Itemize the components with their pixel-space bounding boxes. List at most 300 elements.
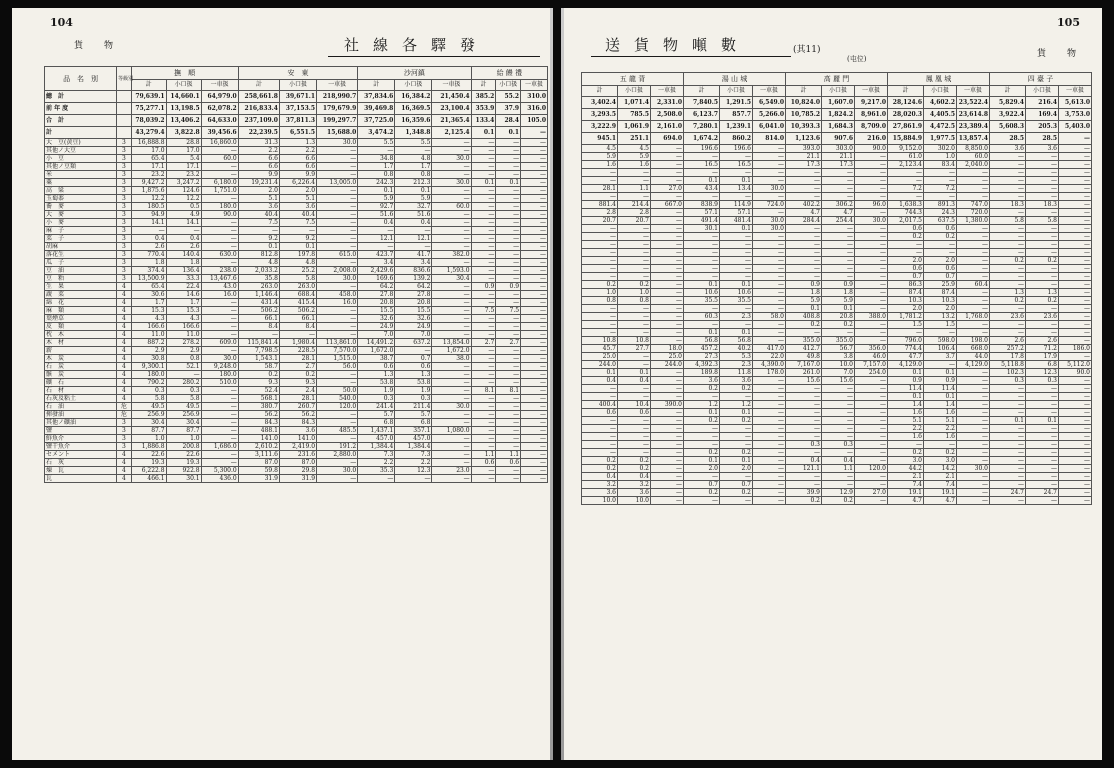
table-cell: 1.1: [618, 185, 651, 193]
table-cell: —: [432, 475, 471, 483]
table-cell: 1,686.0: [201, 443, 238, 451]
table-cell: 0.1: [720, 409, 753, 417]
table-cell: —: [432, 187, 471, 195]
table-cell: 2,123.4: [888, 161, 924, 169]
table-cell: 28.5: [990, 133, 1026, 145]
table-cell: 17.9: [1026, 353, 1059, 361]
row-class: 3: [117, 243, 131, 251]
table-cell: 0.2: [1026, 297, 1059, 305]
table-cell: —: [521, 299, 548, 307]
table-cell: 7,167.0: [786, 361, 822, 369]
table-cell: —: [521, 403, 548, 411]
table-cell: 87.0: [279, 459, 316, 467]
table-cell: 87.0: [238, 459, 279, 467]
table-cell: 0.2: [238, 371, 279, 379]
table-cell: —: [395, 475, 432, 483]
table-cell: 1,146.4: [238, 291, 279, 299]
table-cell: 216.0: [855, 133, 888, 145]
table-cell: 10.6: [720, 289, 753, 297]
table-cell: —: [957, 425, 990, 433]
table-cell: 2.2: [395, 459, 432, 467]
table-cell: —: [432, 435, 471, 443]
table-cell: 1,384.4: [358, 443, 395, 451]
table-cell: 4.5: [582, 145, 618, 153]
table-row: [582, 273, 1092, 281]
table-cell: 139.2: [395, 275, 432, 283]
table-cell: 22.6: [131, 451, 166, 459]
table-cell: —: [317, 475, 358, 483]
sub-column-header: 小口扱: [279, 80, 316, 91]
table-cell: —: [521, 459, 548, 467]
table-cell: —: [471, 355, 496, 363]
table-cell: 30.0: [317, 139, 358, 147]
table-cell: 0.2: [786, 497, 822, 505]
table-cell: 16,888.8: [131, 139, 166, 147]
right-section-label: 貨 物: [1036, 49, 1082, 59]
table-row: [582, 329, 1092, 337]
class-column-header: 等級別: [117, 67, 131, 91]
row-class: 3: [117, 139, 131, 147]
row-class: [117, 115, 131, 127]
table-cell: —: [1026, 193, 1059, 201]
row-class: 4: [117, 387, 131, 395]
table-cell: 2.0: [888, 257, 924, 265]
table-cell: —: [990, 433, 1026, 441]
table-cell: —: [166, 371, 201, 379]
table-cell: 35.8: [238, 275, 279, 283]
table-cell: 3.2: [618, 481, 651, 489]
table-cell: —: [855, 497, 888, 505]
table-cell: 310.0: [521, 91, 548, 103]
table-cell: 0.9: [924, 377, 957, 385]
table-cell: 2.9: [166, 347, 201, 355]
table-cell: 2.0: [888, 305, 924, 313]
table-cell: 355.0: [786, 337, 822, 345]
table-cell: 23,389.4: [957, 121, 990, 133]
table-cell: —: [618, 425, 651, 433]
table-cell: 256.9: [166, 411, 201, 419]
table-cell: 25.2: [279, 267, 316, 275]
table-cell: 61.0: [888, 153, 924, 161]
table-row: [45, 243, 548, 251]
table-cell: —: [651, 177, 684, 185]
left-freight-table: [44, 66, 548, 483]
table-cell: 5,613.0: [1059, 97, 1092, 109]
table-cell: —: [1059, 185, 1092, 193]
table-cell: 32.6: [358, 315, 395, 323]
table-cell: —: [521, 443, 548, 451]
table-cell: 2.2: [279, 147, 316, 155]
table-cell: —: [1026, 425, 1059, 433]
table-row: [45, 371, 548, 379]
table-cell: 1.6: [924, 409, 957, 417]
table-cell: —: [201, 419, 238, 427]
row-label: 菜 子: [45, 235, 117, 243]
table-cell: 0.1: [496, 179, 521, 187]
table-cell: 2,161.0: [651, 121, 684, 133]
table-cell: 105.0: [521, 115, 548, 127]
table-cell: —: [855, 265, 888, 273]
table-cell: 0.8: [582, 297, 618, 305]
table-cell: 7.2: [888, 185, 924, 193]
table-cell: —: [1026, 161, 1059, 169]
table-cell: —: [395, 347, 432, 355]
table-row: [45, 275, 548, 283]
table-cell: 0.9: [496, 283, 521, 291]
row-label: 胡麻: [45, 243, 117, 251]
table-cell: —: [957, 257, 990, 265]
table-cell: 261.0: [786, 369, 822, 377]
table-cell: 5.8: [166, 395, 201, 403]
table-cell: 0.1: [720, 457, 753, 465]
table-cell: —: [753, 249, 786, 257]
table-cell: —: [822, 249, 855, 257]
row-class: 4: [117, 283, 131, 291]
table-cell: 11.4: [888, 385, 924, 393]
table-cell: —: [618, 305, 651, 313]
table-cell: 60.0: [957, 153, 990, 161]
table-cell: —: [1026, 225, 1059, 233]
table-cell: 8.4: [279, 323, 316, 331]
table-cell: —: [855, 473, 888, 481]
table-row: [582, 457, 1092, 465]
table-cell: —: [618, 353, 651, 361]
table-cell: 1.9: [395, 387, 432, 395]
table-cell: —: [1059, 233, 1092, 241]
table-cell: 7.5: [238, 219, 279, 227]
table-row: [45, 299, 548, 307]
table-row: [582, 281, 1092, 289]
row-class: 3: [117, 211, 131, 219]
table-cell: 244.0: [582, 361, 618, 369]
table-cell: 197.8: [279, 251, 316, 259]
sub-column-header: 一車扱: [1059, 86, 1092, 97]
table-cell: 7.2: [924, 185, 957, 193]
table-cell: 5,829.4: [990, 97, 1026, 109]
table-cell: 20.7: [618, 217, 651, 225]
table-cell: —: [521, 451, 548, 459]
table-cell: 694.0: [651, 133, 684, 145]
table-cell: —: [684, 441, 720, 449]
page-gutter-edge: [550, 8, 553, 760]
table-cell: —: [1059, 201, 1092, 209]
table-cell: —: [1059, 401, 1092, 409]
table-cell: 2.2: [238, 147, 279, 155]
table-cell: 14.1: [166, 219, 201, 227]
table-cell: —: [471, 155, 496, 163]
row-label: 木 材: [45, 339, 117, 347]
table-cell: 3.6: [990, 145, 1026, 153]
row-class: 3: [117, 227, 131, 235]
table-cell: 887.2: [131, 339, 166, 347]
table-cell: 114.9: [720, 201, 753, 209]
table-cell: —: [1026, 209, 1059, 217]
table-cell: —: [990, 497, 1026, 505]
table-cell: 15,688.0: [317, 127, 358, 139]
table-cell: 6,123.7: [684, 109, 720, 121]
table-cell: 0.2: [924, 233, 957, 241]
table-row: [582, 377, 1092, 385]
table-cell: 21,365.4: [432, 115, 471, 127]
table-cell: —: [618, 233, 651, 241]
table-cell: 1.7: [395, 163, 432, 171]
table-cell: —: [957, 169, 990, 177]
table-cell: —: [1059, 161, 1092, 169]
table-cell: 12.1: [358, 235, 395, 243]
table-cell: —: [521, 395, 548, 403]
table-cell: —: [924, 177, 957, 185]
table-cell: —: [471, 435, 496, 443]
table-cell: —: [855, 401, 888, 409]
table-cell: —: [924, 361, 957, 369]
table-cell: 4.7: [888, 497, 924, 505]
table-cell: 56.8: [720, 337, 753, 345]
table-cell: 84.3: [238, 419, 279, 427]
table-cell: 79,639.1: [131, 91, 166, 103]
table-cell: —: [521, 379, 548, 387]
table-cell: —: [990, 209, 1026, 217]
row-class: 4: [117, 347, 131, 355]
row-class: [117, 103, 131, 115]
table-row: [582, 297, 1092, 305]
station-header: 四 臺 子: [990, 73, 1092, 86]
station-header: 沙河鎮: [358, 67, 471, 80]
table-cell: 2.1: [924, 473, 957, 481]
table-cell: —: [753, 305, 786, 313]
table-cell: 38.7: [358, 355, 395, 363]
table-cell: 196.6: [720, 145, 753, 153]
table-cell: —: [957, 329, 990, 337]
table-cell: 306.2: [822, 201, 855, 209]
table-cell: 58.0: [753, 313, 786, 321]
table-cell: 16,369.5: [395, 103, 432, 115]
row-class: 3: [117, 219, 131, 227]
table-row: [582, 497, 1092, 505]
table-cell: 0.2: [720, 385, 753, 393]
table-cell: 2.0: [684, 465, 720, 473]
table-cell: —: [521, 411, 548, 419]
table-cell: —: [957, 177, 990, 185]
table-cell: 2.2: [888, 425, 924, 433]
table-cell: 30.8: [131, 355, 166, 363]
row-label: 玉蜀黍: [45, 195, 117, 203]
table-cell: 491.4: [684, 217, 720, 225]
table-cell: —: [471, 291, 496, 299]
table-cell: —: [651, 449, 684, 457]
row-label: 總 計: [45, 91, 117, 103]
table-cell: 10.0: [618, 497, 651, 505]
table-cell: —: [1026, 305, 1059, 313]
sub-column-header: 計: [888, 86, 924, 97]
table-cell: 2,331.0: [651, 97, 684, 109]
table-row: [582, 241, 1092, 249]
table-cell: —: [957, 393, 990, 401]
table-cell: 4.5: [618, 145, 651, 153]
table-cell: 388.0: [855, 313, 888, 321]
table-row: [45, 347, 548, 355]
table-cell: 28.1: [582, 185, 618, 193]
table-cell: 52.1: [166, 363, 201, 371]
table-cell: —: [201, 243, 238, 251]
table-cell: 17.0: [166, 147, 201, 155]
table-cell: —: [201, 323, 238, 331]
row-class: 危: [117, 411, 131, 419]
table-cell: —: [1026, 449, 1059, 457]
table-cell: 6.8: [358, 419, 395, 427]
sub-column-header: 小口扱: [395, 80, 432, 91]
table-cell: 3,247.2: [166, 179, 201, 187]
table-cell: 251.1: [618, 133, 651, 145]
table-cell: —: [822, 329, 855, 337]
table-cell: 2.8: [618, 209, 651, 217]
table-cell: 0.4: [618, 473, 651, 481]
table-cell: 216.4: [1026, 97, 1059, 109]
table-cell: 30.4: [166, 419, 201, 427]
table-cell: 1.3: [990, 289, 1026, 297]
row-label: 其他ノ豆類: [45, 163, 117, 171]
row-label: 枕 木: [45, 331, 117, 339]
table-cell: 62,078.2: [201, 103, 238, 115]
table-cell: —: [201, 427, 238, 435]
table-cell: 28.1: [279, 395, 316, 403]
table-cell: —: [582, 169, 618, 177]
table-cell: —: [317, 259, 358, 267]
table-cell: 13,854.0: [432, 339, 471, 347]
table-cell: —: [201, 315, 238, 323]
table-cell: 66.1: [238, 315, 279, 323]
table-cell: 10.0: [582, 497, 618, 505]
table-cell: 1,348.8: [395, 127, 432, 139]
table-cell: 133.4: [471, 115, 496, 127]
table-cell: 78,039.2: [131, 115, 166, 127]
table-row: [45, 315, 548, 323]
table-cell: —: [684, 273, 720, 281]
table-cell: 0.2: [582, 465, 618, 473]
table-cell: —: [521, 267, 548, 275]
table-cell: 4,390.0: [753, 361, 786, 369]
table-cell: 31.9: [238, 475, 279, 483]
table-row: [45, 259, 548, 267]
table-cell: 17.1: [166, 163, 201, 171]
table-cell: 1,543.1: [238, 355, 279, 363]
table-cell: —: [957, 377, 990, 385]
table-cell: 32.7: [395, 203, 432, 211]
table-cell: 65.4: [131, 283, 166, 291]
table-cell: 1.6: [618, 161, 651, 169]
table-row: [45, 187, 548, 195]
table-cell: 25.9: [924, 281, 957, 289]
table-cell: 774.4: [888, 345, 924, 353]
page-gutter-edge: [561, 8, 564, 760]
table-cell: 212.3: [395, 179, 432, 187]
row-label: 豆 粕: [45, 275, 117, 283]
table-cell: 27.3: [684, 353, 720, 361]
table-cell: 4.8: [238, 259, 279, 267]
table-cell: —: [1059, 441, 1092, 449]
table-cell: —: [395, 227, 432, 235]
table-row: [582, 121, 1092, 133]
table-row: [45, 411, 548, 419]
table-row: [45, 171, 548, 179]
table-row: [582, 433, 1092, 441]
table-cell: —: [822, 401, 855, 409]
table-cell: 211.4: [395, 403, 432, 411]
table-cell: 23.2: [131, 171, 166, 179]
table-cell: 2.3: [720, 361, 753, 369]
table-cell: 35.5: [684, 297, 720, 305]
row-class: 4: [117, 467, 131, 475]
table-cell: 30.0: [432, 179, 471, 187]
table-row: [45, 251, 548, 259]
table-cell: 254.4: [822, 217, 855, 225]
table-cell: 0.1: [684, 329, 720, 337]
table-cell: —: [990, 425, 1026, 433]
row-class: 4: [117, 331, 131, 339]
table-cell: —: [317, 171, 358, 179]
table-cell: —: [990, 273, 1026, 281]
row-label: 木 炭: [45, 355, 117, 363]
row-label: 瓜 子: [45, 259, 117, 267]
table-cell: 30.0: [432, 403, 471, 411]
table-cell: 43.4: [684, 185, 720, 193]
row-label: 蕎 麥: [45, 203, 117, 211]
table-cell: —: [471, 403, 496, 411]
table-cell: 21,450.4: [432, 91, 471, 103]
table-cell: 169.6: [358, 275, 395, 283]
table-cell: 3,922.4: [990, 109, 1026, 121]
table-cell: 11.0: [131, 331, 166, 339]
table-cell: —: [582, 193, 618, 201]
table-cell: 790.2: [131, 379, 166, 387]
table-cell: 30.0: [317, 467, 358, 475]
table-cell: —: [990, 329, 1026, 337]
table-cell: —: [786, 473, 822, 481]
table-cell: 0.9: [786, 281, 822, 289]
table-cell: 87.7: [131, 427, 166, 435]
table-cell: —: [753, 433, 786, 441]
table-cell: 228.5: [279, 347, 316, 355]
table-cell: —: [618, 177, 651, 185]
item-column-header: 品 名 別: [45, 67, 117, 91]
table-cell: 30.1: [684, 225, 720, 233]
table-cell: —: [618, 361, 651, 369]
table-cell: —: [1059, 353, 1092, 361]
table-cell: 83.4: [924, 161, 957, 169]
table-cell: 0.1: [279, 243, 316, 251]
table-cell: —: [471, 235, 496, 243]
table-cell: 9,300.1: [131, 363, 166, 371]
table-cell: —: [957, 241, 990, 249]
table-cell: 258,661.8: [238, 91, 279, 103]
table-cell: 3,822.8: [166, 127, 201, 139]
table-cell: 0.1: [684, 457, 720, 465]
table-cell: 5.1: [279, 195, 316, 203]
table-cell: —: [855, 289, 888, 297]
table-cell: 785.5: [618, 109, 651, 121]
table-cell: —: [317, 219, 358, 227]
table-cell: 10.3: [924, 297, 957, 305]
row-class: [117, 91, 131, 103]
table-cell: —: [753, 177, 786, 185]
table-cell: —: [855, 305, 888, 313]
table-cell: 7.0: [358, 331, 395, 339]
table-cell: —: [521, 347, 548, 355]
table-cell: —: [1059, 489, 1092, 497]
table-cell: —: [855, 273, 888, 281]
table-cell: 2,017.5: [888, 217, 924, 225]
table-cell: —: [1026, 177, 1059, 185]
table-cell: 0.7: [888, 273, 924, 281]
